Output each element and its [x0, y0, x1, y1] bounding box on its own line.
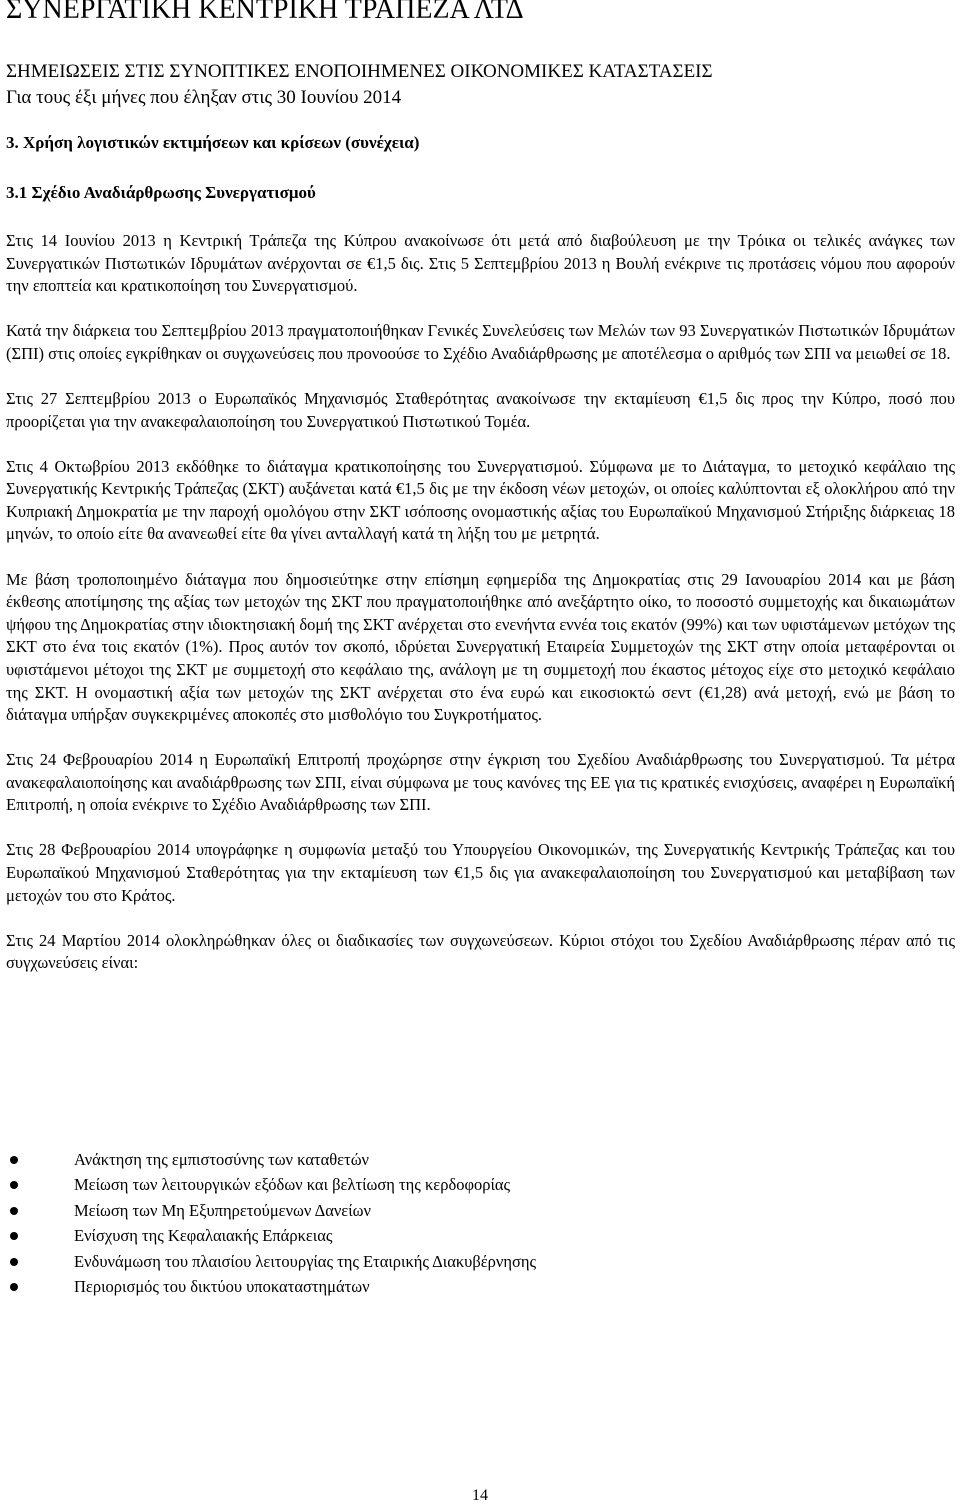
- bullet-icon: [10, 1258, 18, 1266]
- subsection-heading: 3.1 Σχέδιο Αναδιάρθρωσης Συνεργατισμού: [6, 183, 316, 202]
- paragraph: Στις 14 Ιουνίου 2013 η Κεντρική Τράπεζα της Κύπρου ανακοίνωσε ότι μετά από διαβούλευση με την Τρόικα οι τελικές ανάγκες των Συνεργατικών Πιστωτικών Ιδρυμάτων ανέρχονται σε €1,5 δις. Στις 5 Σεπτεμβρίου 2013 η Βουλή ενέκρινε τις προτάσεις νόμου που αφορούν την εποπτεία και κρατικοποίηση του Συνεργατισμού.: [6, 231, 955, 296]
- list-item-text: Μείωση των λειτουργικών εξόδων και βελτίωση της κερδοφορίας: [74, 1175, 511, 1195]
- bullet-icon: [10, 1181, 18, 1189]
- list-item-text: Ενδυνάμωση του πλαισίου λειτουργίας της Εταιρικής Διακυβέρνησης: [74, 1251, 537, 1271]
- paragraph: Στις 24 Φεβρουαρίου 2014 η Ευρωπαϊκή Επιτροπή προχώρησε στην έγκριση του Σχεδίου Αναδιάρθρωσης του Συνεργατισμού. Τα μέτρα ανακεφαλαιοποίησης και αναδιάρθρωσης των ΣΠΙ, είναι σύμφωνα με τους κανόνες της ΕΕ για τις κρατικές ενισχύσεις, αναφέρει η Ευρωπαϊκή Επιτροπή, η οποία ενέκρινε το Σχέδιο Αναδιάρθρωσης των ΣΠΙ.: [6, 750, 955, 815]
- objectives-list: [6, 1147, 536, 1299]
- company-name: ΣΥΝΕΡΓΑΤΙΚΗ ΚΕΝΤΡΙΚΗ ΤΡΑΠΕΖΑ ΛΤΔ: [6, 0, 524, 25]
- bullet-icon: [10, 1283, 18, 1291]
- list-item-text: Περιορισμός του δικτύου υποκαταστημάτων: [74, 1277, 370, 1297]
- paragraph: Στις 4 Οκτωβρίου 2013 εκδόθηκε το διάταγμα κρατικοποίησης του Συνεργατισμού. Σύμφωνα με το Διάταγμα, το μετοχικό κεφάλαιο της Συνεργατικής Κεντρικής Τράπεζας (ΣΚΤ) αυξάνεται κατά €1,5 δις με την έκδοση νέων μετοχών, οι οποίες καλύπτονται εξ ολοκλήρου από την Κυπριακή Δημοκρατία με την παροχή ομολόγου στην ΣΚΤ ισόποσης ονομαστικής αξίας του Ευρωπαϊκού Μηχανισμού Στήριξης διάρκειας 18 μηνών, το οποίο είτε θα ανανεωθεί είτε θα γίνει ανταλλαγή κατά τη λήξη του με μετρητά.: [6, 456, 955, 544]
- section-heading: 3. Χρήση λογιστικών εκτιμήσεων και κρίσεων (συνέχεια): [6, 133, 420, 152]
- reporting-period: Για τους έξι μήνες που έληξαν στις 30 Ιουνίου 2014: [6, 87, 402, 108]
- notes-title: ΣΗΜΕΙΩΣΕΙΣ ΣΤΙΣ ΣΥΝΟΠΤΙΚΕΣ ΕΝΟΠΟΙΗΜΕΝΕΣ ΟΙΚΟΝΟΜΙΚΕΣ ΚΑΤΑΣΤΑΣΕΙΣ: [6, 61, 713, 82]
- paragraph: Στις 24 Μαρτίου 2014 ολοκληρώθηκαν όλες οι διαδικασίες των συγχωνεύσεων. Κύριοι στόχοι του Σχεδίου Αναδιάρθρωσης πέραν από τις συγχωνεύσεις είναι:: [6, 930, 955, 973]
- bullet-icon: [10, 1207, 18, 1215]
- paragraph: Στις 27 Σεπτεμβρίου 2013 ο Ευρωπαϊκός Μηχανισμός Σταθερότητας ανακοίνωσε την εκταμίευση €1,5 δις προς την Κύπρο, ποσό που προορίζεται για την ανακεφαλαιοποίηση του Συνεργατικού Πιστωτικού Τομέα.: [6, 388, 955, 431]
- paragraph: Στις 28 Φεβρουαρίου 2014 υπογράφηκε η συμφωνία μεταξύ του Υπουργείου Οικονομικών, της Συνεργατικής Κεντρικής Τράπεζας και του Ευρωπαϊκού Μηχανισμού Σταθερότητας για την εκταμίευση των €1,5 δις για ανακεφαλαιοποίηση του Συνεργατισμού και μεταβίβαση των μετοχών του στο Κράτος.: [6, 840, 955, 905]
- paragraph: Με βάση τροποποιημένο διάταγμα που δημοσιεύτηκε στην επίσημη εφημερίδα της Δημοκρατίας στις 29 Ιανουαρίου 2014 και με βάση έκθεσης αποτίμησης της αξίας των μετοχών της ΣΚΤ που πραγματοποιήθηκε από ανεξάρτητο οίκο, το ποσοστό συμμετοχής και δικαιωμάτων ψήφου της Δημοκρατίας στην ιδιοκτησιακή δομή της ΣΚΤ ανέρχεται στο ενενήντα εννέα τοις εκατόν (99%) και των υφιστάμενων μετόχων της ΣΚΤ στο ένα τοις εκατόν (1%). Προς αυτόν τον σκοπό, ιδρύεται Συνεργατική Εταιρεία Συμμετοχών της ΣΚΤ στην οποία μεταφέρονται οι υφιστάμενοι μέτοχοι της ΣΚΤ με συμμετοχή στο κεφάλαιο της, ανάλογη με τη συμμετοχή που έκαστος μέτοχος είχε στο μετοχικό κεφάλαιο της ΣΚΤ. Η ονομαστική αξία των μετοχών της ΣΚΤ ανέρχεται στο ένα ευρώ και εικοσιοκτώ σεντ (€1,28) ανά μετοχή, ενώ με βάση το διάταγμα υπήρξαν συγκεκριμένες αποκοπές στο μισθολόγιο του Συγκροτήματος.: [6, 569, 955, 725]
- list-item: [6, 1249, 536, 1274]
- list-item-text: Ανάκτηση της εμπιστοσύνης των καταθετών: [74, 1150, 370, 1169]
- bullet-icon: [10, 1232, 18, 1240]
- page-number: 14: [472, 1487, 488, 1504]
- list-item: [6, 1198, 536, 1223]
- list-item: [6, 1274, 536, 1299]
- list-item: [6, 1147, 536, 1172]
- list-item: [6, 1172, 536, 1197]
- paragraph: Κατά την διάρκεια του Σεπτεμβρίου 2013 πραγματοποιήθηκαν Γενικές Συνελεύσεις των Μελών των 93 Συνεργατικών Πιστωτικών Ιδρυμάτων (ΣΠΙ) στις οποίες εγκρίθηκαν οι συγχωνεύσεις που προνοούσε το Σχέδιο Αναδιάρθρωσης με αποτέλεσμα ο αριθμός των ΣΠΙ να μειωθεί σε 18.: [6, 321, 955, 363]
- body-text: [6, 230, 955, 997]
- list-item-text: Ενίσχυση της Κεφαλαιακής Επάρκειας: [74, 1226, 333, 1246]
- list-item: [6, 1223, 536, 1248]
- bullet-icon: [10, 1156, 18, 1164]
- list-item-text: Μείωση των Μη Εξυπηρετούμενων Δανείων: [74, 1200, 371, 1220]
